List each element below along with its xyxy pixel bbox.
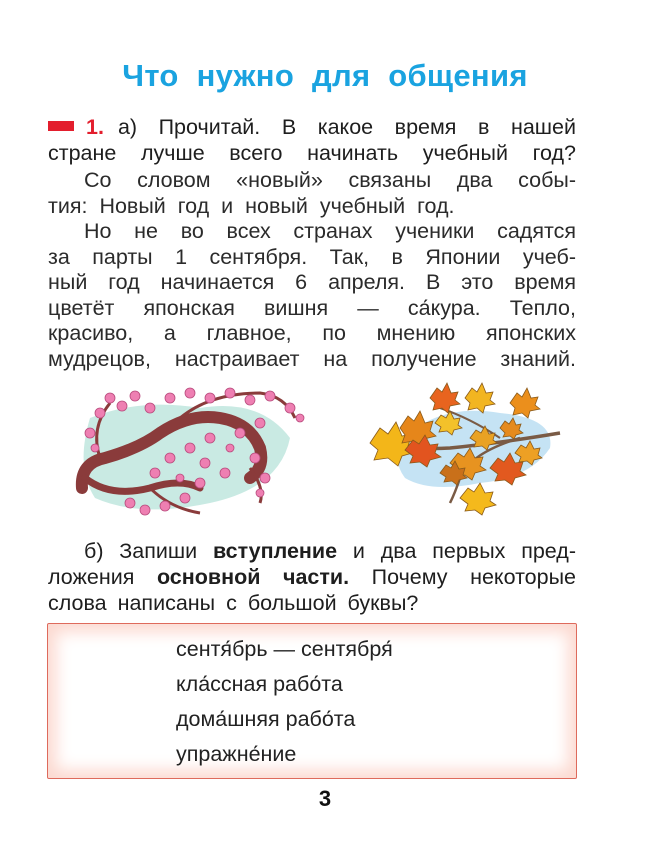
exercise-number: 1. <box>86 115 104 139</box>
task-line <box>48 538 576 564</box>
reading-line: ный год начинается 6 апреля. В это время <box>48 270 576 294</box>
illustrations <box>60 378 580 518</box>
keyword-intro: вступление <box>212 539 338 563</box>
task-text: ложения <box>48 565 157 589</box>
reading-line: за парты 1 сентября. Так, в Японии учеб- <box>48 244 576 269</box>
vocabulary-box <box>47 623 577 779</box>
maple-branch-image <box>350 378 580 518</box>
task-line <box>48 114 576 140</box>
reading-line: Но не во всех странах ученики садятся <box>84 219 576 243</box>
task-text: и два первых пред- <box>337 539 576 563</box>
task-line: слова написаны с большой буквы? <box>48 591 419 615</box>
reading-line: тия: Новый год и новый учебный год. <box>48 193 455 218</box>
vocabulary-word: дома́шняя рабо́та <box>176 707 356 731</box>
task-text: стране лучше всего начинать учебный год? <box>48 141 576 165</box>
reading-line: красиво, а главное, по мнению японских <box>48 321 576 345</box>
page-title: Что нужно для общения <box>122 58 528 93</box>
reading-line: мудрецов, настраивает на получение знаний. <box>48 346 576 371</box>
page-number: 3 <box>318 786 332 811</box>
reading-line: цветёт японская вишня — са́кура. Тепло, <box>48 295 576 320</box>
exercise-1-part-b <box>48 538 576 616</box>
vocabulary-word: упражне́ние <box>176 742 297 766</box>
task-line <box>48 564 576 590</box>
vocabulary-word: сентя́брь — сентября́ <box>176 637 393 661</box>
vocabulary-word: кла́ссная рабо́та <box>176 672 343 696</box>
reading-text <box>48 168 576 372</box>
task-text: а) Прочитай. В какое время в нашей <box>117 115 576 139</box>
exercise-1-part-a <box>48 114 576 166</box>
keyword-main-part: основной части. <box>156 565 350 589</box>
reading-line: Со словом «новый» связаны два собы- <box>84 168 576 192</box>
red-marker-icon <box>48 121 74 131</box>
task-text: б) Запиши <box>84 539 213 563</box>
vocabulary-list <box>176 632 393 772</box>
sakura-branch-image <box>60 378 315 518</box>
task-text: Почему некоторые <box>349 565 576 589</box>
